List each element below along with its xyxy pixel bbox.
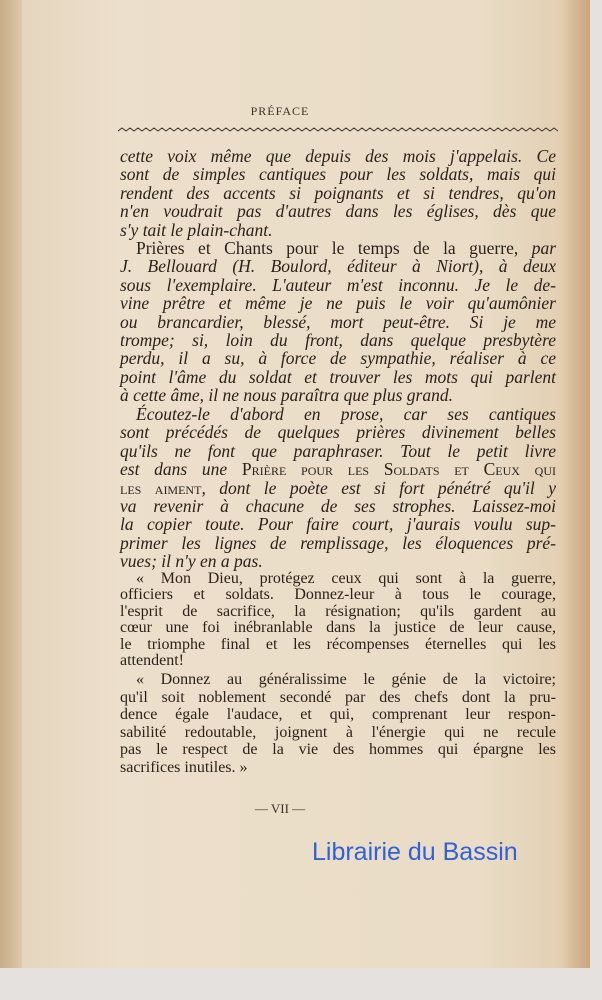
running-title: PRÉFACE [250, 104, 310, 118]
text-line [120, 653, 556, 669]
text-line [120, 742, 556, 758]
text-segment: Prières et Chants pour le temps de la guerre, [136, 238, 532, 258]
text-segment: sacrifices inutiles. » [120, 759, 248, 776]
text-line [120, 552, 556, 570]
text-segment: qu'ils ne font que paraphraser. Tout le petit livre [120, 440, 556, 461]
text-line [120, 760, 556, 776]
text-line [120, 147, 556, 165]
text-line [120, 479, 556, 497]
text-segment: rendent des accents si poignants et si tendres, qu'on [120, 182, 556, 203]
text-line [120, 620, 556, 636]
text-line [120, 386, 556, 404]
text-line [120, 707, 556, 723]
text-line [120, 184, 556, 202]
text-line [136, 405, 556, 423]
text-line [120, 690, 556, 706]
text-segment: Écoutez-le d'abord en prose, car ses cantiques [136, 404, 556, 424]
wavy-rule [118, 124, 560, 134]
text-segment: dence égale l'audace, et qui, comprenant leur respon- [120, 706, 556, 724]
text-segment: « Donnez au généralissime le génie de la victoire; [136, 671, 556, 688]
text-line [120, 637, 556, 653]
text-line [120, 257, 556, 275]
text-segment: à cette âme, il ne nous paraîtra que plus grand. [120, 385, 453, 406]
text-segment: point l'âme du soldat et trouver les mots qui parlent [120, 366, 556, 387]
text-line [120, 368, 556, 386]
text-segment: le triomphe final et les récompenses éternelles qui les [120, 635, 556, 653]
text-segment: par [531, 238, 556, 258]
text-segment: ou brancardier, blessé, mort peut-être. Si je me [120, 311, 556, 332]
text-line [120, 165, 556, 183]
text-segment: l'esprit de sacrifice, la résignation; qu'ils gardent au [120, 602, 556, 620]
text-line [120, 221, 556, 239]
text-segment: perdu, il a su, à force de sympathie, réaliser à ce [120, 348, 556, 369]
text-segment: s'y tait le plain-chant. [120, 219, 273, 240]
text-line [120, 587, 556, 603]
text-segment: qu'il soit noblement secondé par des chefs dont la pru- [120, 688, 556, 706]
text-segment: sous l'exemplaire. L'auteur m'est inconnu. Je le de- [120, 274, 556, 295]
text-segment: , dont le poète est si fort pénétré qu'il y [201, 477, 556, 498]
text-line [120, 202, 556, 220]
text-segment: sont précédés de quelques prières divinement belles [120, 422, 556, 443]
text-line [120, 460, 556, 478]
text-line [136, 239, 556, 257]
text-segment: attendent! [120, 652, 184, 669]
text-segment: n'en voudrait pas d'autres dans les églises, dès que [120, 201, 556, 222]
text-line [120, 313, 556, 331]
text-segment: vine prêtre et même je ne puis le voir qu'aumônier [120, 293, 556, 314]
text-line [120, 515, 556, 533]
text-line [120, 423, 556, 441]
text-line [120, 331, 556, 349]
text-segment: sabilité redoutable, joignent à l'énergie qui ne recule [120, 723, 556, 741]
text-line [120, 349, 556, 367]
text-line [136, 571, 556, 587]
text-line [120, 534, 556, 552]
text-line [120, 725, 556, 741]
text-segment: Prière pour les Soldats et Ceux qui [241, 459, 556, 480]
text-segment: primer les lignes de remplissage, les éloquences pré- [120, 532, 556, 553]
text-line [120, 276, 556, 294]
text-line [120, 294, 556, 312]
text-line [120, 442, 556, 460]
text-segment: J. Bellouard (H. Boulord, éditeur à Niort), à deux [120, 256, 556, 277]
text-line [136, 672, 556, 688]
text-segment: est dans une [120, 459, 242, 480]
text-segment: trompe; si, loin du front, dans quelque presbytère [120, 330, 556, 350]
text-segment: sont de simples cantiques pour les soldats, mais qui [120, 164, 556, 185]
text-segment: officiers et soldats. Donnez-leur à tous le courage, [120, 586, 556, 604]
text-line [120, 604, 556, 620]
text-segment: cette voix même que depuis des mois j'appelais. Ce [120, 146, 556, 166]
text-line [120, 497, 556, 515]
text-segment: vues; il n'y en a pas. [120, 551, 263, 572]
page-number: — VII — [254, 801, 306, 816]
watermark: Librairie du Bassin [312, 838, 518, 866]
text-segment: va revenir à chacune de ses strophes. Laissez-moi [120, 496, 556, 516]
text-segment: « Mon Dieu, protégez ceux qui sont à la guerre, [136, 570, 556, 587]
text-segment: les aiment [120, 477, 202, 498]
binding-edge [0, 0, 22, 968]
text-segment: pas le respect de la vie des hommes qui épargne les [120, 741, 556, 759]
text-segment: la copier toute. Pour faire court, j'aurais voulu sup- [120, 514, 556, 535]
text-segment: cœur une foi inébranlable dans la justice de leur cause, [120, 619, 556, 637]
